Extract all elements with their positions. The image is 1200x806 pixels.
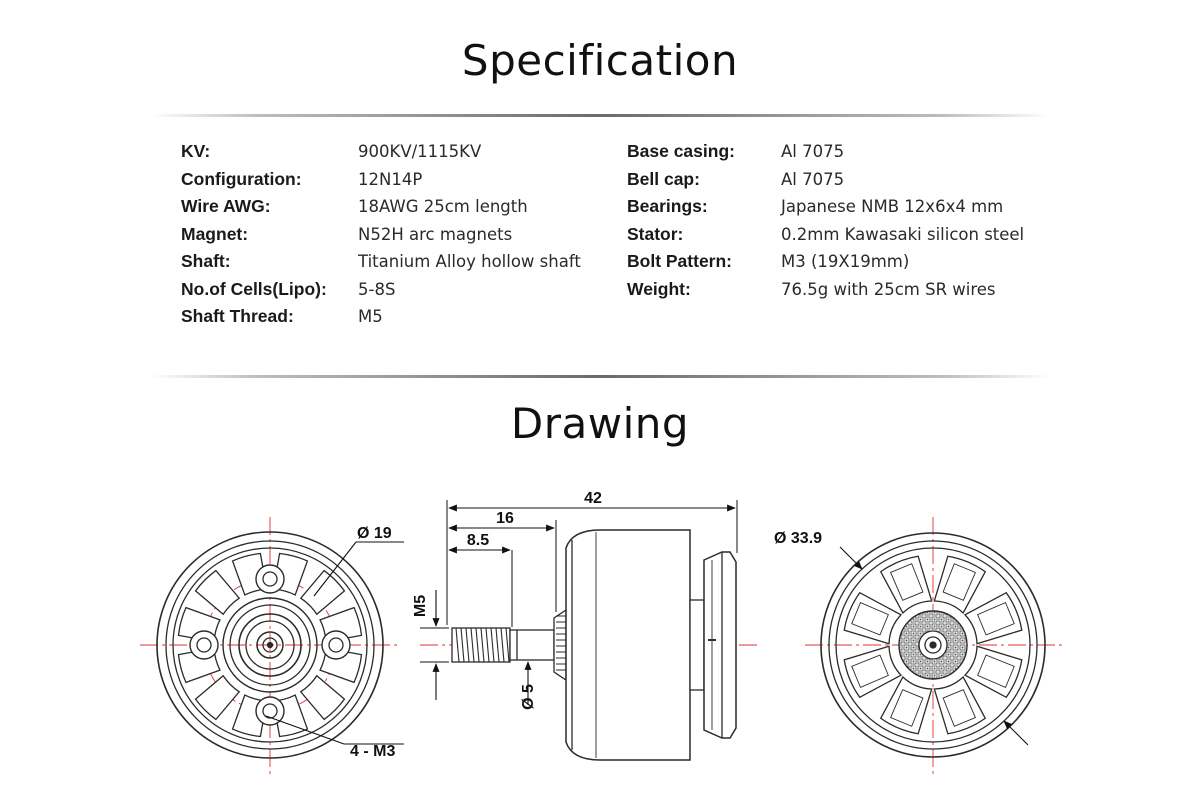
spec-label-shaft: Shaft: [181,251,231,272]
front-bolt-circle-label: Ø 19 [357,525,392,542]
spec-label-magnet: Magnet: [181,223,249,244]
side-shaft-dia-label: Ø 5 [520,684,537,710]
spec-value-base-casing: Al 7075 [781,142,845,162]
back-vent-slot [881,677,932,734]
back-vent-slot [881,556,932,613]
spec-value-configuration: 12N14P [358,169,423,189]
side-length-label: 42 [584,490,602,507]
front-mount-boss [256,565,284,593]
front-view [140,517,404,775]
spec-label-kv: KV: [181,141,211,162]
spec-value-kv: 900KV/1115KV [358,142,482,162]
spec-value-wire-awg: 18AWG 25cm length [358,197,528,217]
back-vent-slot [844,646,901,697]
spec-value-cells: 5-8S [358,279,396,299]
spec-value-magnet: N52H arc magnets [358,224,513,244]
back-vent-slot [965,593,1022,644]
spec-value-bell-cap: Al 7075 [781,169,845,189]
spec-label-configuration: Configuration: [181,168,302,189]
back-vent-slot [965,646,1022,697]
front-cooling-slot [196,676,240,720]
specification-title: Specification [461,36,739,85]
front-cooling-slot [301,571,345,615]
spec-label-bearings: Bearings: [627,196,708,217]
front-holes-label: 4 - M3 [350,743,396,760]
spec-label-weight: Weight: [627,278,691,299]
front-mount-boss [190,631,218,659]
spec-value-shaft-thread: M5 [358,307,383,327]
spec-value-stator: 0.2mm Kawasaki silicon steel [781,224,1025,244]
front-mount-boss [322,631,350,659]
side-shaft-to-bell-label: 16 [496,510,514,527]
spec-label-bell-cap: Bell cap: [627,168,700,189]
spec-value-bolt-pattern: M3 (19X19mm) [781,252,910,272]
back-vent-slot [844,593,901,644]
spec-label-base-casing: Base casing: [627,141,735,162]
spec-label-bolt-pattern: Bolt Pattern: [627,251,732,272]
drawing-title: Drawing [510,399,690,448]
spec-value-bearings: Japanese NMB 12x6x4 mm [781,197,1004,217]
back-vent-slot [934,556,985,613]
side-thread-length-label: 8.5 [466,532,490,549]
spec-value-shaft: Titanium Alloy hollow shaft [358,252,581,272]
spec-label-shaft-thread: Shaft Thread: [181,306,294,327]
side-thread-label: M5 [412,594,429,618]
front-cooling-slot [301,676,345,720]
front-cooling-slot [196,571,240,615]
spec-label-cells: No.of Cells(Lipo): [181,278,327,299]
spec-label-stator: Stator: [627,223,684,244]
back-view [805,517,1062,775]
spec-value-weight: 76.5g with 25cm SR wires [781,279,996,299]
spec-label-wire-awg: Wire AWG: [181,196,271,217]
back-vent-slot [934,677,985,734]
back-diameter-label: Ø 33.9 [774,530,823,547]
